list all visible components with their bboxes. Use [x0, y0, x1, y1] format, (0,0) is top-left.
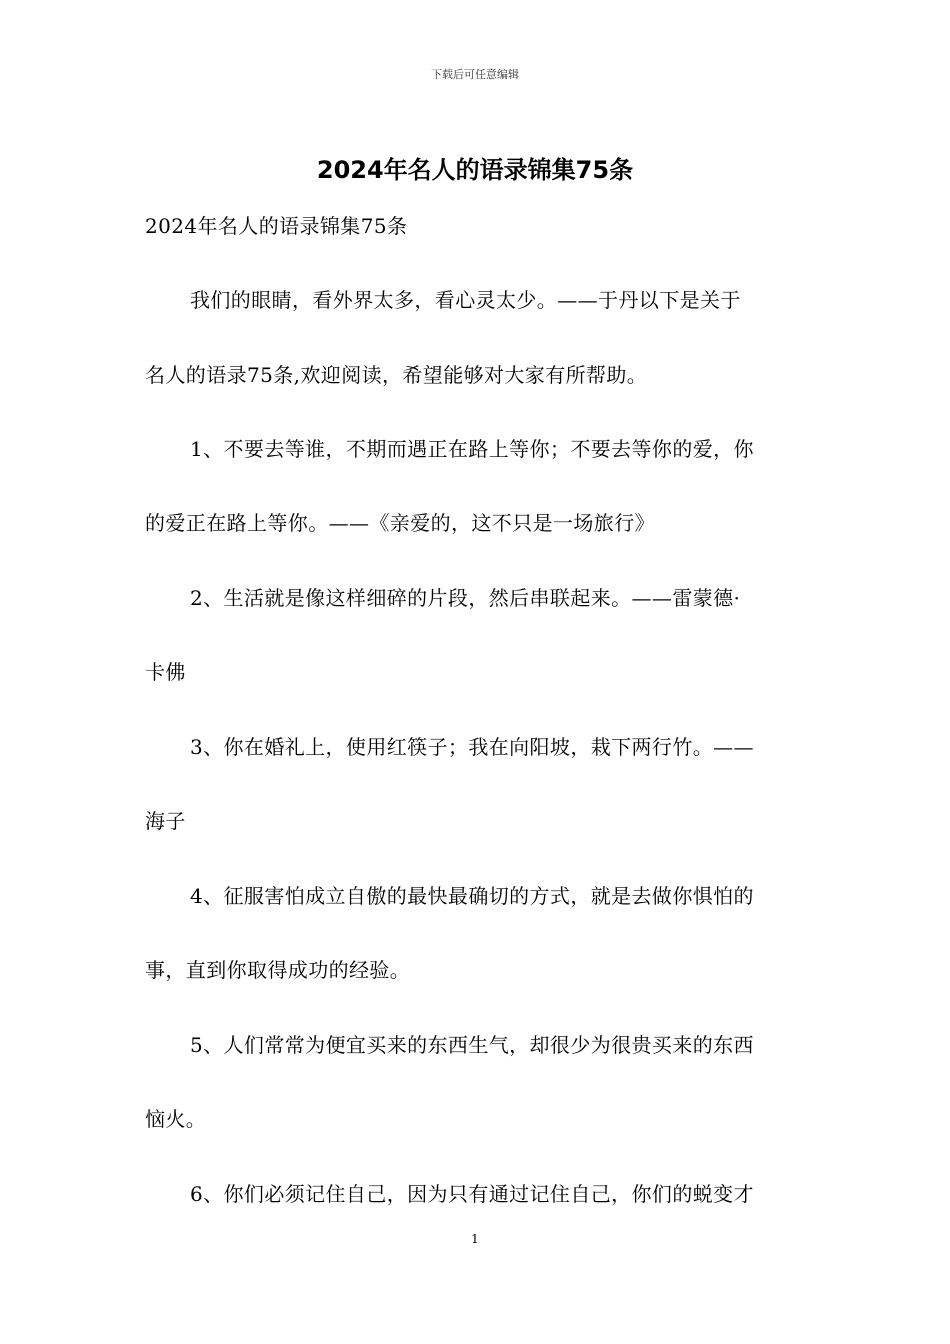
document-title: 2024年名人的语录锦集75条 [316, 156, 634, 184]
paragraph-line: 的爱正在路上等你。——《亲爱的，这不只是一场旅行》 [145, 511, 655, 535]
header-note: 下载后可任意编辑 [431, 68, 519, 81]
document-subtitle: 2024年名人的语录锦集75条 [145, 214, 408, 238]
paragraph-line: 名人的语录75条,欢迎阅读，希望能够对大家有所帮助。 [145, 363, 648, 387]
paragraph-line: 4、征服害怕成立自傲的最快最确切的方式，就是去做你惧怕的 [190, 884, 754, 908]
paragraph-line: 我们的眼睛，看外界太多，看心灵太少。——于丹以下是关于 [190, 288, 741, 312]
paragraph-line: 恼火。 [145, 1107, 207, 1131]
paragraph-line: 1、不要去等谁，不期而遇正在路上等你；不要去等你的爱，你 [190, 437, 754, 461]
paragraph-line: 海子 [145, 809, 186, 833]
paragraph-line: 2、生活就是像这样细碎的片段，然后串联起来。——雷蒙德· [190, 586, 741, 610]
paragraph-line: 3、你在婚礼上，使用红筷子；我在向阳坡，栽下两行竹。—— [190, 735, 754, 759]
paragraph-line: 卡佛 [145, 660, 186, 684]
paragraph-line: 事，直到你取得成功的经验。 [145, 958, 411, 982]
paragraph-line: 6、你们必须记住自己，因为只有通过记住自己，你们的蜕变才 [190, 1182, 754, 1206]
paragraph-line: 5、人们常常为便宜买来的东西生气，却很少为很贵买来的东西 [190, 1033, 754, 1057]
page-number: 1 [471, 1232, 479, 1246]
